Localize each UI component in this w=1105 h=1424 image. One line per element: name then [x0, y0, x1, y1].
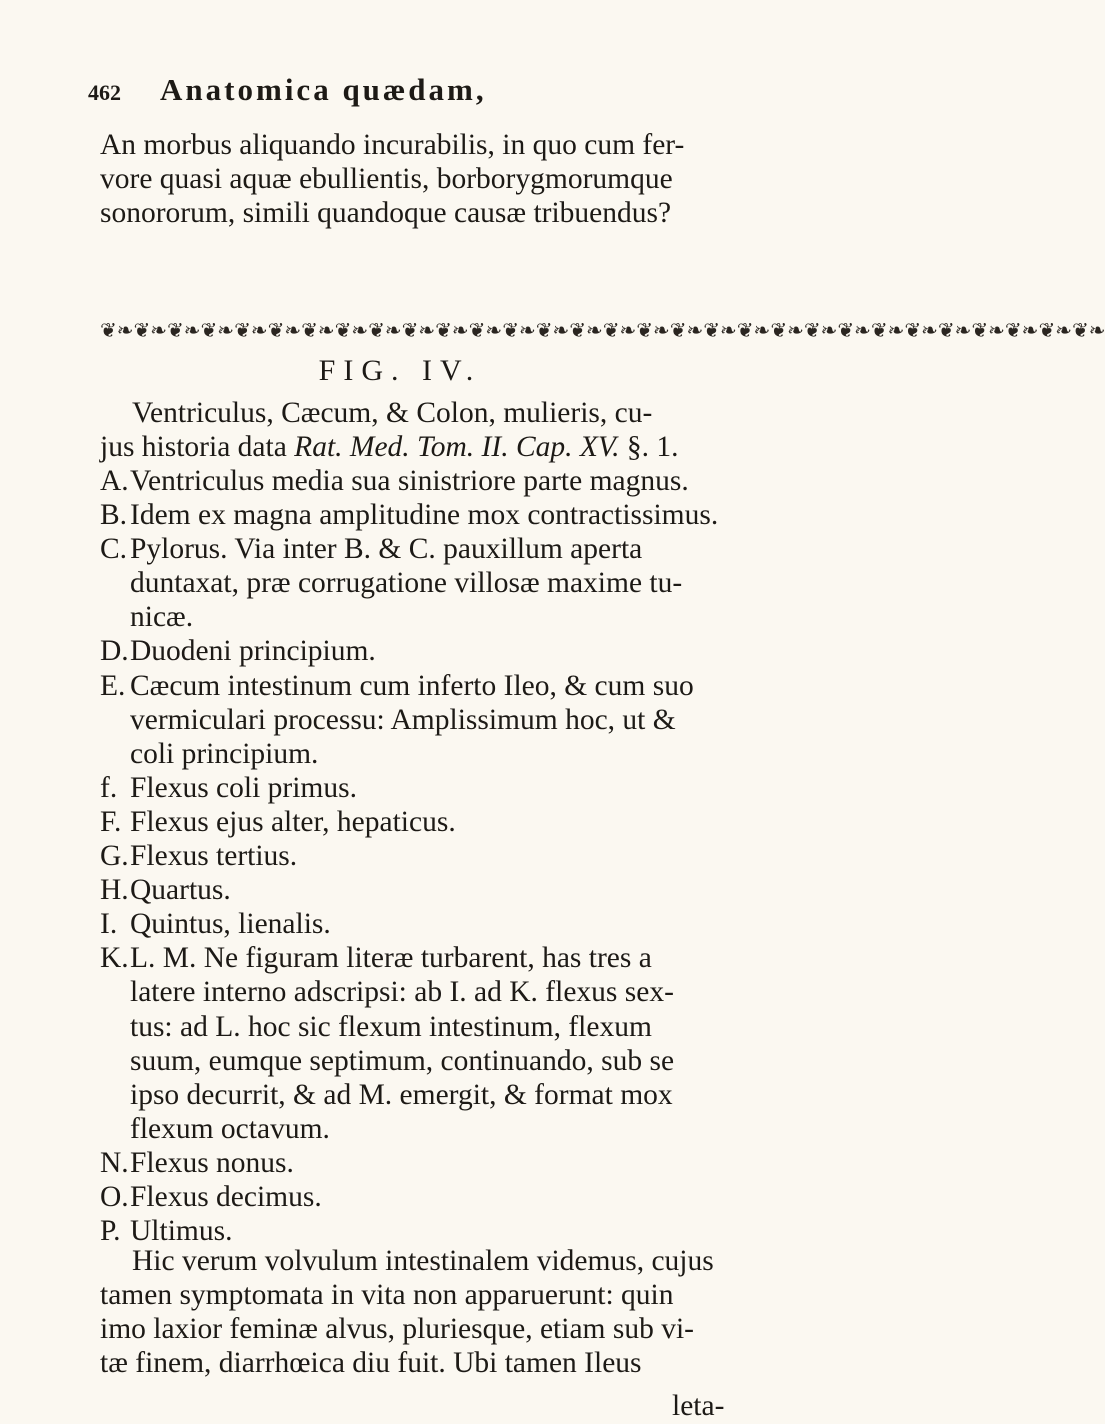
- text-line: sonororum, simili quandoque causæ tribuendus?: [100, 197, 672, 229]
- citation: Rat. Med. Tom. II. Cap. XV.: [294, 431, 620, 463]
- legend-item: [100, 907, 740, 941]
- running-header: [88, 72, 728, 108]
- closing-paragraph: [100, 1244, 730, 1380]
- legend-text: Ventriculus media sua sinistriore parte magnus.: [130, 465, 689, 497]
- figure-legend: [100, 464, 740, 1248]
- text-line: imo laxior feminæ alvus, pluriesque, etiam sub vi-: [100, 1313, 694, 1345]
- legend-label: P.: [100, 1215, 121, 1248]
- legend-text: suum, eumque septimum, continuando, sub se: [130, 1044, 675, 1077]
- legend-text: latere interno adscripsi: ab I. ad K. flexus sex-: [130, 976, 674, 1009]
- legend-item: [100, 464, 740, 498]
- catchword: leta-: [672, 1390, 725, 1422]
- legend-text: Flexus decimus.: [130, 1180, 322, 1213]
- legend-label: I.: [100, 908, 118, 941]
- legend-label: E.: [100, 669, 126, 702]
- intro-question: [100, 128, 730, 230]
- legend-text: Duodeni principium.: [130, 635, 376, 668]
- legend-text: L. M. Ne figuram literæ turbarent, has tres a: [130, 942, 652, 975]
- running-title: Anatomica quædam,: [160, 72, 487, 107]
- text-line: vore quasi aquæ ebullientis, borborygmorumque: [100, 163, 673, 195]
- text-line: tæ finem, diarrhœica diu fuit. Ubi tamen Ileus: [100, 1347, 642, 1379]
- legend-text: Flexus ejus alter, hepaticus.: [130, 805, 456, 838]
- legend-text: ipso decurrit, & ad M. emergit, & format mox: [130, 1078, 673, 1111]
- legend-label: D.: [100, 635, 129, 668]
- citation-section: §. 1.: [626, 431, 679, 463]
- legend-text: Pylorus. Via inter B. & C. pauxillum aperta: [130, 533, 643, 566]
- legend-text: nicæ.: [130, 601, 194, 634]
- legend-item: [100, 1146, 740, 1180]
- legend-text: coli principium.: [130, 737, 319, 770]
- legend-item: [100, 839, 740, 873]
- legend-text: flexum octavum.: [130, 1112, 330, 1145]
- legend-item: [100, 873, 740, 907]
- page-number: 462: [88, 80, 121, 105]
- legend-text: Cæcum intestinum cum inferto Ileo, & cum suo: [130, 669, 694, 702]
- legend-item: [100, 532, 740, 634]
- legend-label: N.: [100, 1146, 129, 1179]
- legend-text: Flexus nonus.: [130, 1146, 294, 1179]
- legend-text: Quartus.: [130, 874, 231, 907]
- text-line: An morbus aliquando incurabilis, in quo cum fer-: [100, 129, 685, 161]
- legend-text: tus: ad L. hoc sic flexum intestinum, flexum: [130, 1010, 652, 1043]
- legend-item: [100, 805, 740, 839]
- legend-item: [100, 669, 740, 771]
- legend-label: A.: [100, 465, 129, 497]
- figure-caption: [100, 396, 730, 464]
- legend-label: F.: [100, 805, 122, 838]
- legend-item: [100, 1180, 740, 1214]
- legend-label: H.: [100, 874, 129, 907]
- legend-text: Idem ex magna amplitudine mox contractissimus.: [130, 499, 719, 532]
- legend-label: f.: [100, 771, 118, 804]
- legend-label: B.: [100, 499, 128, 532]
- legend-label: C.: [100, 533, 128, 566]
- legend-label: K.: [100, 942, 129, 975]
- text-line: tamen symptomata in vita non apparuerunt: quin: [100, 1279, 674, 1311]
- text-line: Hic verum volvulum intestinalem videmus, cujus: [132, 1245, 714, 1277]
- legend-text: duntaxat, præ corrugatione villosæ maxime tu-: [130, 567, 683, 600]
- legend-label: O.: [100, 1180, 129, 1213]
- figure-title: FIG. IV.: [318, 354, 482, 387]
- legend-item: [100, 941, 740, 1146]
- text-line: jus historia data: [100, 431, 287, 463]
- legend-text: Quintus, lienalis.: [130, 908, 331, 941]
- legend-text: Flexus tertius.: [130, 840, 298, 873]
- legend-item: [100, 771, 740, 805]
- legend-item: [100, 634, 740, 668]
- legend-item: [100, 498, 740, 532]
- ornament-divider: ❦❧❦❧❦❧❦❧❦❧❦❧❦❧❦❧❦❧❦❧❦❧❦❧❦❧❦❧❦❧❦❧❦❧❦❧❦❧❦❧❦❧❦❧❦❧❦❧❦❧❦❧❦❧❦❧❦❧❦❧: [100, 318, 1105, 342]
- legend-text: vermiculari processu: Amplissimum hoc, ut &: [130, 703, 676, 736]
- legend-text: Flexus coli primus.: [130, 771, 357, 804]
- legend-text: Ultimus.: [130, 1215, 233, 1248]
- legend-label: G.: [100, 840, 129, 873]
- text-line: Ventriculus, Cæcum, & Colon, mulieris, cu-: [132, 397, 653, 429]
